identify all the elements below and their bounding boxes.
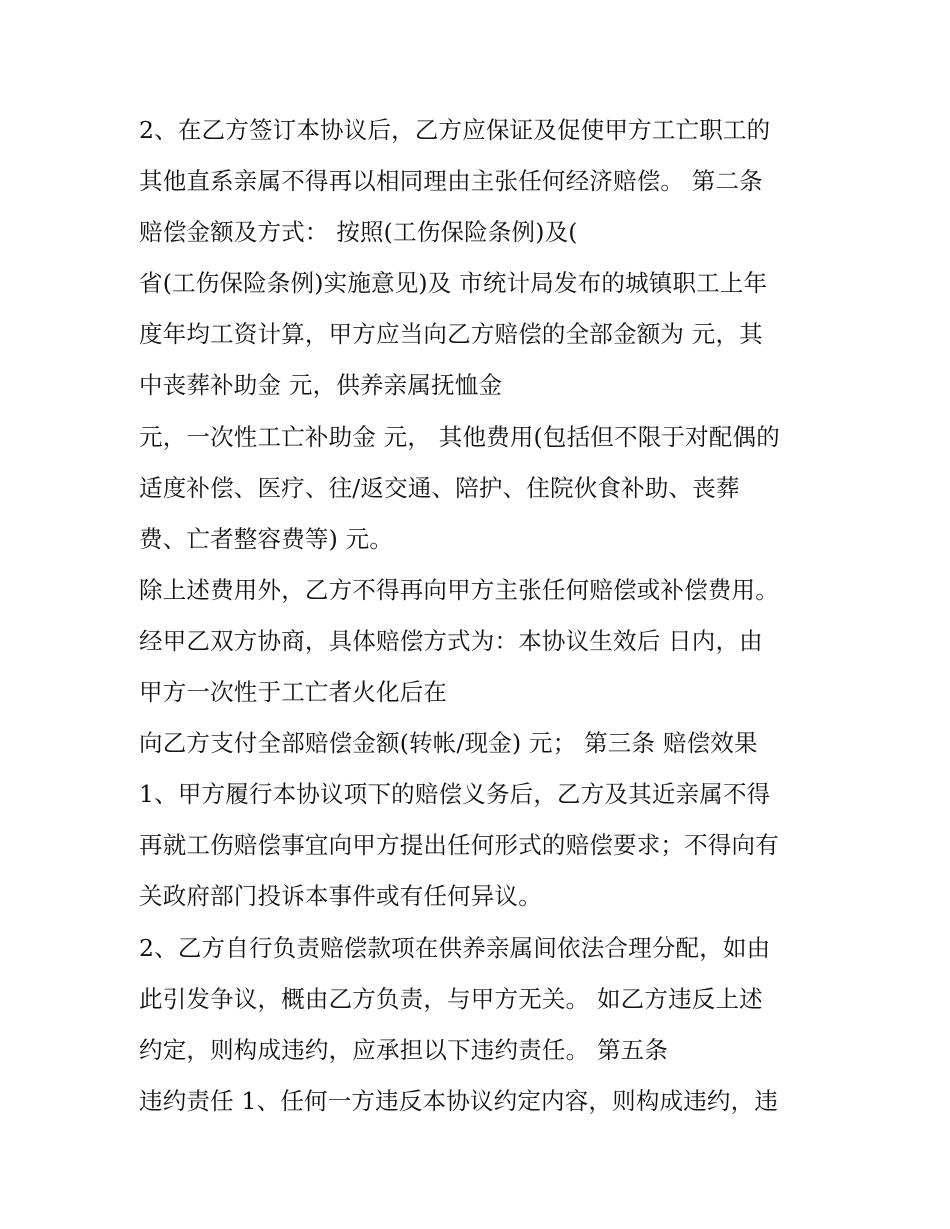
text-line: 此引发争议，概由乙方负责，与甲方无关。 如乙方违反上述	[139, 984, 763, 1013]
text-line: 除上述费用外，乙方不得再向甲方主张任何赔偿或补偿费用。	[139, 575, 779, 604]
text-line: 甲方一次性于工亡者火化后在	[139, 678, 448, 707]
text-line: 度年均工资计算，甲方应当向乙方赔偿的全部金额为 元，其	[139, 320, 763, 349]
text-line: 约定，则构成违约，应承担以下违约责任。 第五条	[139, 1035, 669, 1064]
text-line: 关政府部门投诉本事件或有任何异议。	[139, 882, 542, 911]
text-line: 费、亡者整容费等) 元。	[139, 524, 394, 553]
text-line: 2、乙方自行负责赔偿款项在供养亲属间依法合理分配，如由	[139, 933, 771, 962]
text-line: 再就工伤赔偿事宜向甲方提出任何形式的赔偿要求；不得向有	[139, 831, 779, 860]
text-line: 元，一次性工亡补助金 元， 其他费用(包括但不限于对配偶的	[139, 422, 780, 451]
text-line: 适度补偿、医疗、往/返交通、陪护、住院伙食补助、丧葬	[139, 473, 740, 502]
text-line: 省(工伤保险条例)实施意见)及 市统计局发布的城镇职工上年	[139, 269, 768, 298]
text-line: 赔偿金额及方式： 按照(工伤保险条例)及(	[139, 218, 578, 247]
text-line: 违约责任 1、任何一方违反本协议约定内容，则构成违约，违	[139, 1086, 779, 1115]
text-line: 2、在乙方签订本协议后，乙方应保证及促使甲方工亡职工的	[139, 116, 771, 144]
agreement-body-text	[139, 108, 839, 1130]
text-line: 其他直系亲属不得再以相同理由主张任何经济赔偿。 第二条	[139, 167, 763, 196]
text-line: 1、甲方履行本协议项下的赔偿义务后，乙方及其近亲属不得	[139, 780, 771, 809]
text-line: 向乙方支付全部赔偿金额(转帐/现金) 元； 第三条 赔偿效果	[139, 729, 758, 758]
text-line: 中丧葬补助金 元，供养亲属抚恤金	[139, 371, 503, 400]
text-line: 经甲乙双方协商，具体赔偿方式为：本协议生效后 日内，由	[139, 626, 763, 655]
